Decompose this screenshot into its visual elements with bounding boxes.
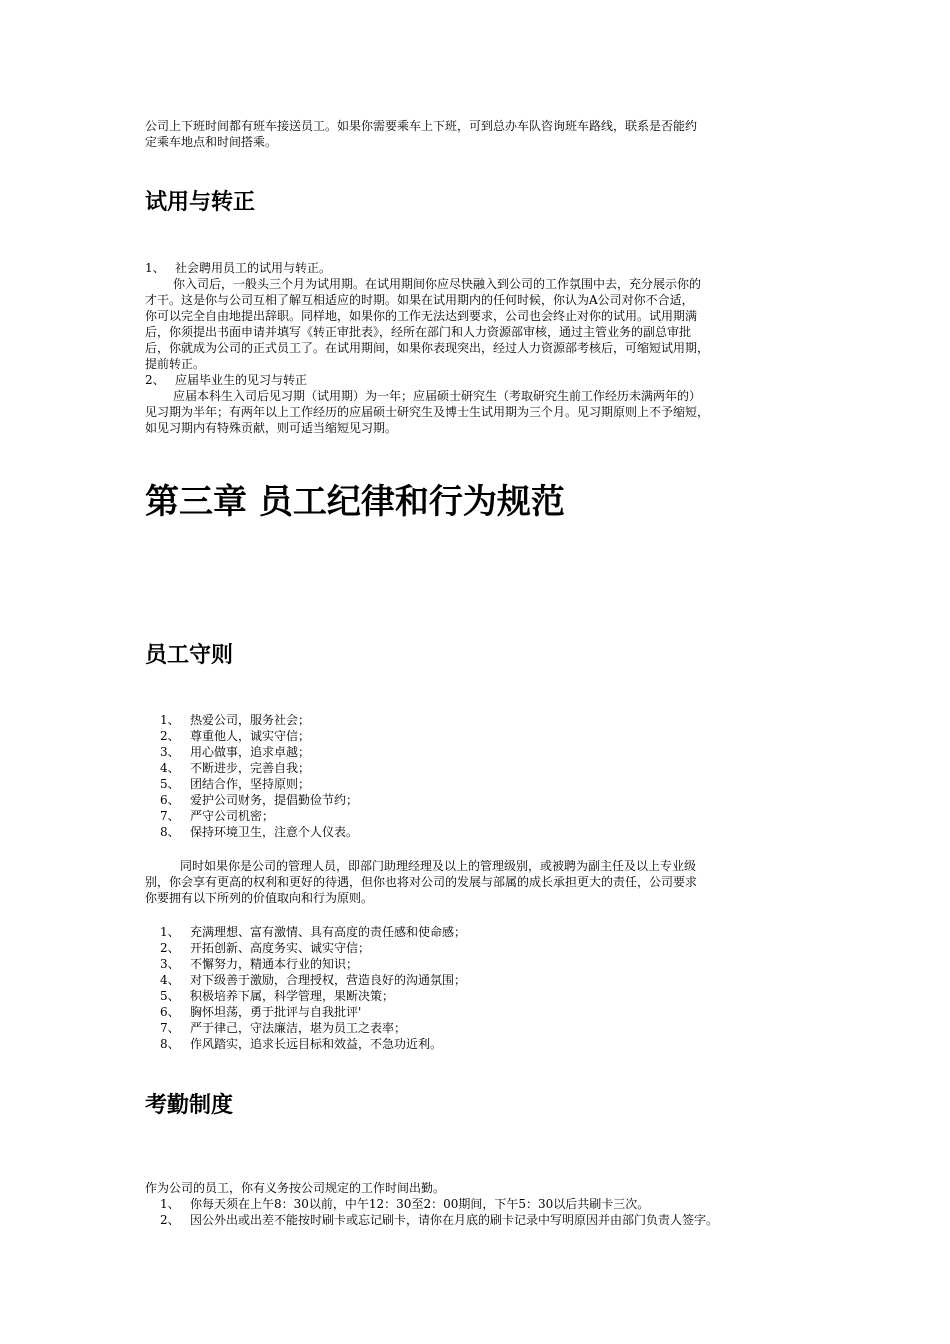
list-item [160, 1020, 406, 1036]
list-item [160, 940, 370, 956]
list-item [160, 712, 310, 728]
item-text: 用心做事，追求卓越； [190, 745, 311, 759]
list-item [160, 1196, 649, 1212]
list-item [160, 972, 466, 988]
item-number: 2、 [160, 729, 180, 743]
list-item [160, 808, 274, 824]
item-number: 8、 [160, 1037, 180, 1051]
probation-item-2 [145, 372, 307, 388]
attendance-intro: 作为公司的员工，你有义务按公司规定的工作时间出勤。 [145, 1181, 446, 1195]
item-number: 3、 [160, 957, 180, 971]
probation-para-line: 你入司后，一般头三个月为试用期。在试用期间你应尽快融入到公司的工作氛围中去，充分展示你的 [173, 277, 702, 291]
list-item [160, 728, 310, 744]
list-item [160, 1036, 442, 1052]
mgmt-para-line: 别，你会享有更高的权利和更好的待遇，但你也将对公司的发展与部属的成长承担更大的责任，公司要求 [145, 875, 698, 889]
list-item [160, 792, 358, 808]
item-text: 严守公司机密； [190, 809, 275, 823]
item-text: 作风踏实，追求长远目标和效益，不急功近利。 [190, 1037, 443, 1051]
list-item [160, 760, 310, 776]
item-number: 1、 [160, 1197, 180, 1211]
item-text: 积极培养下属，科学管理，果断决策； [190, 989, 395, 1003]
item-number: 1、 [145, 261, 165, 275]
heading-employee-rules: 员工守则 [145, 643, 234, 668]
item-text: 你每天须在上午8：30以前，中午12：30至2：00期间，下午5：30以后共刷卡三次。 [190, 1197, 650, 1211]
item-number: 2、 [160, 1213, 180, 1227]
list-item [160, 956, 358, 972]
graduate-para-line: 见习期为半年；有两年以上工作经历的应届硕士研究生及博士生试用期为三个月。见习期原则上不予缩短， [145, 405, 710, 419]
graduate-para-line: 应届本科生入司后见习期（试用期）为一年；应届硕士研究生（考取研究生前工作经历未满两年的） [173, 389, 702, 403]
chapter-title: 第三章 员工纪律和行为规范 [145, 482, 565, 522]
item-number: 6、 [160, 793, 180, 807]
graduate-para-line: 如见习期内有特殊贡献，则可适当缩短见习期。 [145, 421, 398, 435]
list-item [160, 776, 310, 792]
item-text: 团结合作，坚持原则； [190, 777, 311, 791]
list-item [160, 1212, 718, 1228]
list-item [160, 744, 310, 760]
probation-para-line: 后，你就成为公司的正式员工了。在试用期间，如果你表现突出，经过人力资源部考核后，可缩短试用期， [145, 341, 710, 355]
item-number: 5、 [160, 989, 180, 1003]
mgmt-para-line: 你要拥有以下所列的价值取向和行为原则。 [145, 891, 374, 905]
intro-line-2: 定乘车地点和时间搭乘。 [145, 135, 278, 149]
item-number: 2、 [145, 373, 165, 387]
item-number: 2、 [160, 941, 180, 955]
item-text: 尊重他人，诚实守信； [190, 729, 311, 743]
heading-attendance: 考勤制度 [145, 1093, 234, 1118]
mgmt-para-line: 同时如果你是公司的管理人员，即部门助理经理及以上的管理级别，或被聘为副主任及以上专业级 [180, 859, 697, 873]
list-item [160, 988, 394, 1004]
intro-line-1: 公司上下班时间都有班车接送员工。如果你需要乘车上下班，可到总办车队咨询班车路线，联系是否能约 [145, 119, 698, 133]
item-number: 8、 [160, 825, 180, 839]
item-text: 对下级善于激励，合理授权，营造良好的沟通氛围； [190, 973, 467, 987]
item-text: 热爱公司，服务社会； [190, 713, 311, 727]
item-text: 开拓创新、高度务实、诚实守信； [190, 941, 371, 955]
probation-item-1 [145, 260, 331, 276]
item-text: 严于律己，守法廉洁，堪为员工之表率； [190, 1021, 407, 1035]
list-item [160, 1004, 361, 1020]
item-title: 应届毕业生的见习与转正 [175, 373, 308, 387]
probation-para-line: 才干。这是你与公司互相了解互相适应的时期。如果在试用期内的任何时候，你认为A公司对你不合适， [145, 293, 694, 307]
list-item [160, 924, 466, 940]
item-number: 6、 [160, 1005, 180, 1019]
probation-para-line: 提前转正。 [145, 357, 206, 371]
item-text: 不懈努力，精通本行业的知识； [190, 957, 359, 971]
item-text: 充满理想、富有激情、具有高度的责任感和使命感； [190, 925, 467, 939]
item-number: 7、 [160, 1021, 180, 1035]
item-number: 4、 [160, 761, 180, 775]
item-text: 因公外出或出差不能按时刷卡或忘记刷卡，请你在月底的刷卡记录中写明原因并由部门负责人签字。 [190, 1213, 719, 1227]
probation-para-line: 你可以完全自由地提出辞职。同样地，如果你的工作无法达到要求，公司也会终止对你的试用。试用期满 [145, 309, 698, 323]
item-number: 4、 [160, 973, 180, 987]
item-text: 不断进步，完善自我； [190, 761, 311, 775]
item-number: 3、 [160, 745, 180, 759]
item-number: 7、 [160, 809, 180, 823]
item-text: 胸怀坦荡，勇于批评与自我批评' [190, 1005, 362, 1019]
item-text: 爱护公司财务，提倡勤俭节约； [190, 793, 359, 807]
probation-para-line: 后，你须提出书面申请并填写《转正审批表》，经所在部门和人力资源部审核，通过主管业务的副总审批 [145, 325, 692, 339]
list-item [160, 824, 358, 840]
item-title: 社会聘用员工的试用与转正。 [175, 261, 332, 275]
item-number: 1、 [160, 925, 180, 939]
item-text: 保持环境卫生，注意个人仪表。 [190, 825, 359, 839]
heading-probation: 试用与转正 [145, 190, 256, 215]
item-number: 1、 [160, 713, 180, 727]
item-number: 5、 [160, 777, 180, 791]
